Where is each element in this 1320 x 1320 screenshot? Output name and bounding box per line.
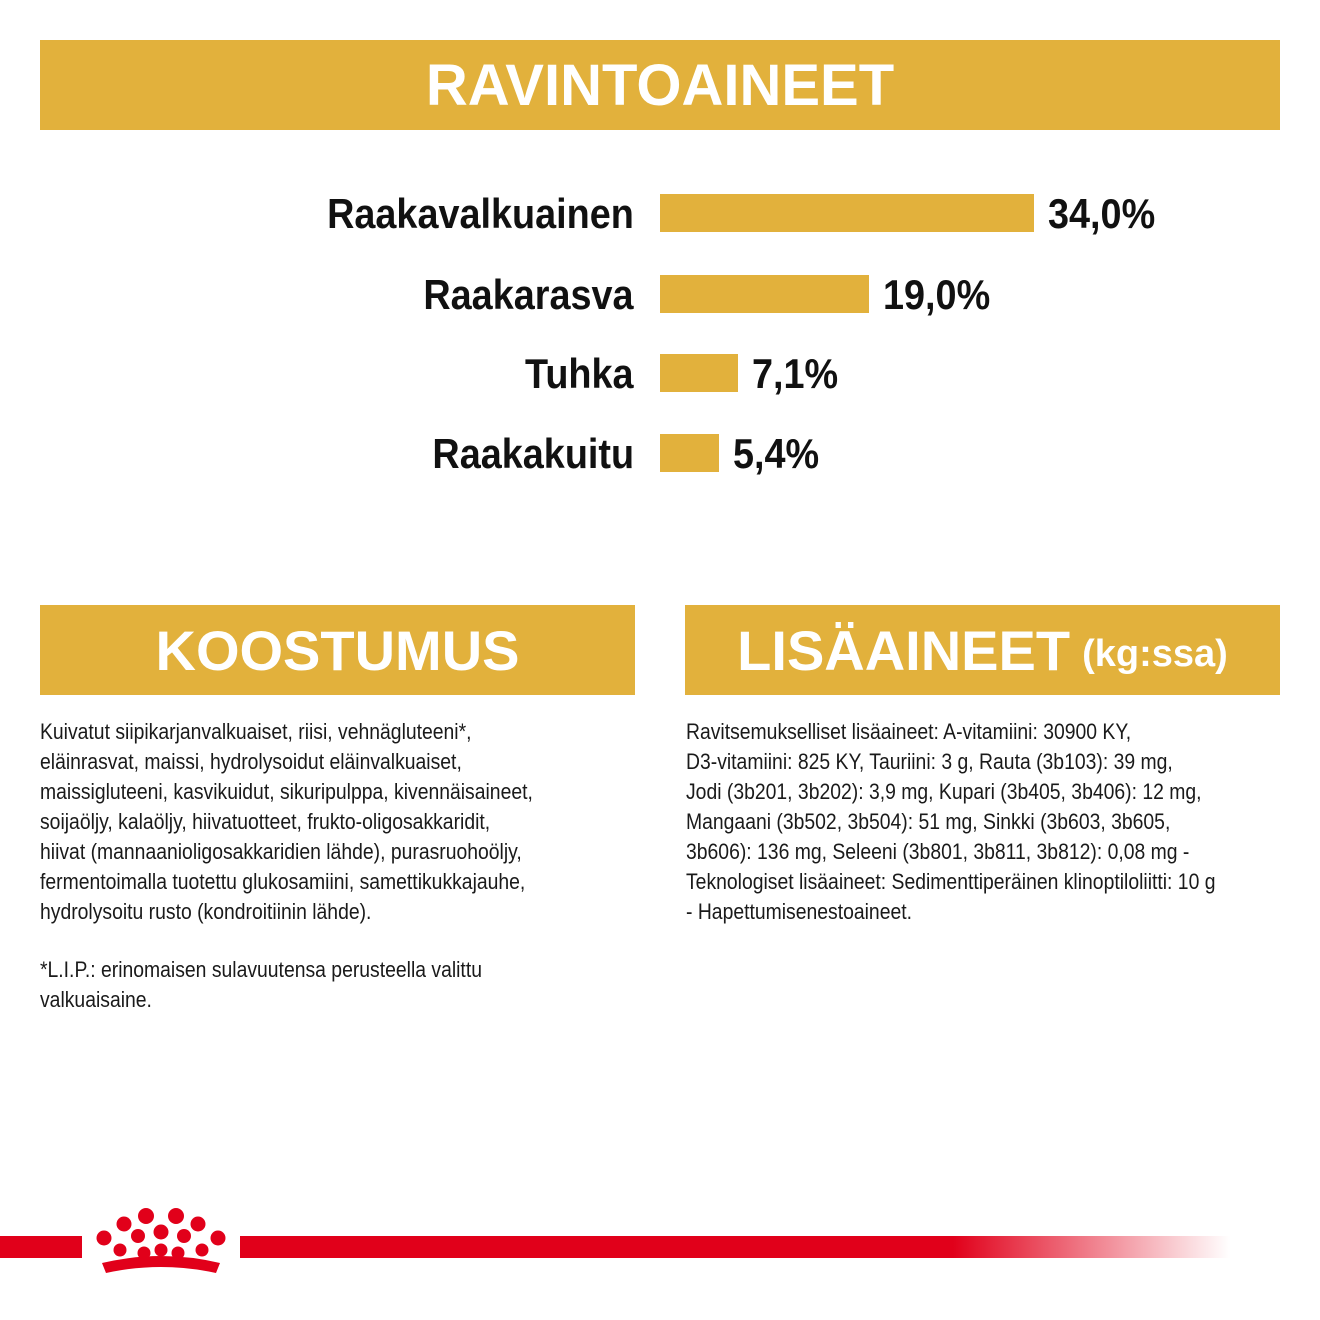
composition-header (40, 605, 635, 695)
nutrient-row (0, 271, 1320, 318)
royal-canin-crown-icon (88, 1205, 234, 1285)
composition-line: hiivat (mannaanioligosakkaridien lähde), purasruohoöljy, (40, 839, 522, 864)
additives-title: LISÄAINEET (737, 618, 1071, 682)
nutrient-bar (660, 194, 1034, 232)
nutrients-header (40, 40, 1280, 130)
composition-line: eläinrasvat, maissi, hydrolysoidut eläinvalkuaiset, (40, 749, 462, 774)
nutrient-label: Raakavalkuainen (327, 190, 634, 237)
nutrients-title: RAVINTOAINEET (425, 52, 895, 118)
nutrient-row (0, 430, 1320, 477)
additives-line: Jodi (3b201, 3b202): 3,9 mg, Kupari (3b405, 3b406): 12 mg, (686, 779, 1202, 804)
footnote-line: *L.I.P.: erinomaisen sulavuutensa perusteella valittu (40, 957, 482, 982)
nutrient-bar (660, 275, 869, 313)
composition-line: fermentoimalla tuotettu glukosamiini, samettikukkajauhe, (40, 869, 526, 894)
nutrient-label: Raakakuitu (432, 430, 634, 477)
nutrient-row (0, 190, 1320, 237)
nutrient-bar (660, 354, 738, 392)
nutrient-value: 7,1% (752, 350, 839, 397)
composition-line: Kuivatut siipikarjanvalkuaiset, riisi, vehnägluteeni*, (40, 719, 472, 744)
footer-brand-line-left (0, 1236, 82, 1258)
composition-line: hydrolysoitu rusto (kondroitiinin lähde). (40, 899, 372, 924)
nutrient-value: 19,0% (883, 271, 991, 318)
additives-line: D3-vitamiini: 825 KY, Tauriini: 3 g, Rauta (3b103): 39 mg, (686, 749, 1173, 774)
nutrient-row (0, 350, 1320, 397)
composition-line: soijaöljy, kalaöljy, hiivatuotteet, frukto-oligosakkaridit, (40, 809, 491, 834)
nutrient-bar (660, 434, 719, 472)
composition-title: KOOSTUMUS (155, 618, 520, 682)
nutrient-label: Raakarasva (423, 271, 634, 318)
additives-line: - Hapettumisenestoaineet. (686, 899, 913, 924)
additives-title-suffix: (kg:ssa) (1082, 632, 1228, 675)
additives-line: Teknologiset lisäaineet: Sedimenttiperäinen klinoptiloliitti: 10 g (686, 869, 1216, 894)
nutrient-value: 5,4% (733, 430, 820, 477)
composition-line: maissigluteeni, kasvikuidut, sikuripulppa, kivennäisaineet, (40, 779, 533, 804)
footer-brand-line-right (240, 1236, 1230, 1258)
composition-text (40, 717, 603, 927)
additives-line: Mangaani (3b502, 3b504): 51 mg, Sinkki (3b603, 3b605, (686, 809, 1171, 834)
additives-text (686, 717, 1284, 927)
nutrient-value: 34,0% (1048, 190, 1156, 237)
footnote-line: valkuaisaine. (40, 987, 152, 1012)
nutrient-label: Tuhka (525, 350, 634, 397)
composition-footnote (40, 955, 603, 1015)
additives-header (685, 605, 1280, 695)
additives-line: 3b606): 136 mg, Seleeni (3b801, 3b811, 3b812): 0,08 mg - (686, 839, 1190, 864)
additives-line: Ravitsemukselliset lisäaineet: A-vitamiini: 30900 KY, (686, 719, 1132, 744)
